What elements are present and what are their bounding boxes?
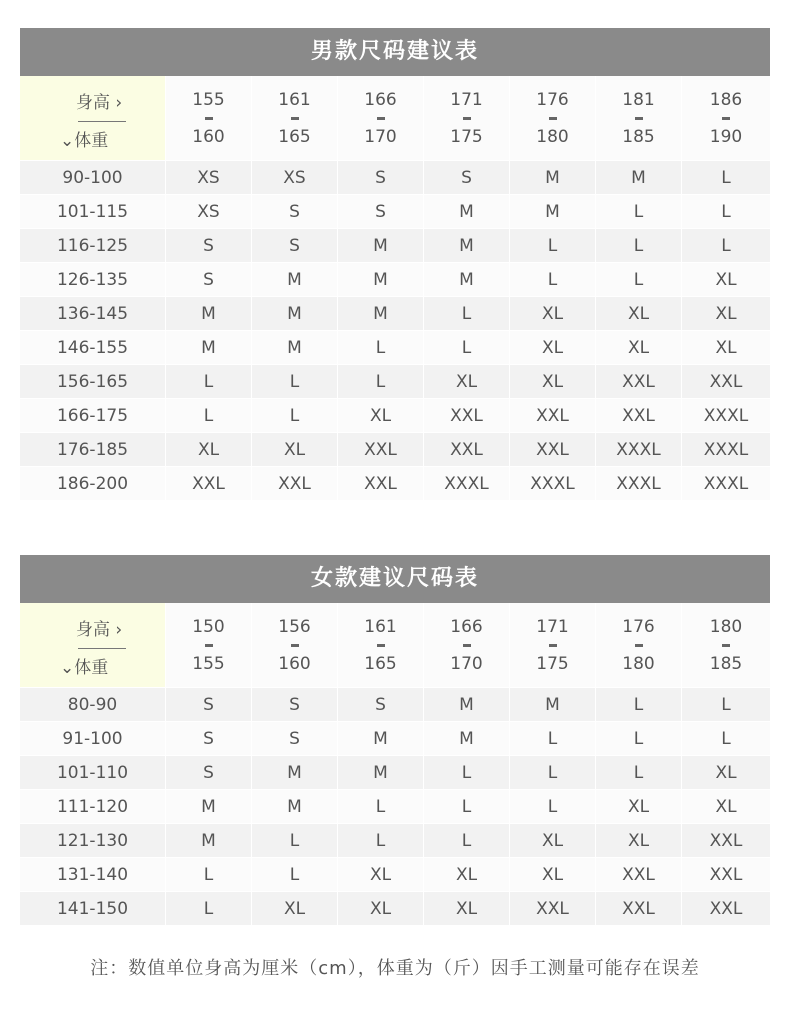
size-cell: XL [424,365,510,399]
height-to: 190 [709,126,743,147]
weight-range-cell: 111-120 [20,790,166,824]
size-cell: M [338,756,424,790]
size-cell: L [510,756,596,790]
size-cell: M [424,263,510,297]
height-label: 身高 [76,620,110,640]
chevron-right-icon: › [110,620,123,640]
height-from: 176 [622,616,655,637]
table-row [20,467,770,501]
height-from: 181 [622,89,655,110]
table-row [20,892,770,926]
size-cell: S [166,722,252,756]
size-cell: XXL [424,433,510,467]
size-cell: XL [682,263,770,297]
weight-range-cell: 116-125 [20,229,166,263]
size-cell: L [682,161,770,195]
size-cell: XXXL [682,433,770,467]
range-dash-icon [377,644,385,647]
height-from: 150 [192,616,225,637]
height-from: 176 [536,89,569,110]
range-dash-icon [205,117,213,120]
range-dash-icon [549,117,557,120]
size-cell: XL [510,858,596,892]
height-range-header [682,603,770,688]
table-row [20,195,770,229]
size-cell: XXL [338,433,424,467]
size-cell: M [338,229,424,263]
table-row [20,433,770,467]
size-cell: L [424,824,510,858]
size-cell: L [166,858,252,892]
size-cell: XXL [510,399,596,433]
height-from: 171 [536,616,569,637]
weight-range-cell: 101-115 [20,195,166,229]
table-row [20,858,770,892]
size-cell: XL [682,790,770,824]
height-to: 180 [536,126,569,147]
size-cell: XXXL [596,467,682,501]
size-cell: S [338,688,424,722]
size-cell: XL [252,433,338,467]
corner-cell [20,603,166,688]
weight-range-cell: 121-130 [20,824,166,858]
women-chart-title: 女款建议尺码表 [20,555,770,603]
size-cell: XL [510,331,596,365]
size-cell: L [252,399,338,433]
range-dash-icon [463,117,471,120]
size-cell: S [166,229,252,263]
size-cell: XXL [682,858,770,892]
weight-range-cell: 136-145 [20,297,166,331]
size-cell: L [338,790,424,824]
size-cell: M [596,161,682,195]
size-cell: L [682,722,770,756]
height-from: 166 [450,616,483,637]
height-range-header [252,603,338,688]
size-cell: L [338,331,424,365]
size-cell: XS [166,195,252,229]
height-range-header [252,76,338,161]
size-cell: S [424,161,510,195]
size-cell: L [424,790,510,824]
size-cell: XL [682,756,770,790]
height-to: 170 [364,126,397,147]
size-cell: M [424,229,510,263]
height-from: 161 [364,616,397,637]
weight-label: 体重 [74,658,109,678]
height-range-header [166,76,252,161]
size-cell: M [166,790,252,824]
height-axis-label [76,615,122,640]
height-to: 180 [622,653,655,674]
size-cell: XXL [596,892,682,926]
size-cell: L [510,790,596,824]
size-cell: XXL [596,399,682,433]
size-cell: XXL [338,467,424,501]
range-dash-icon [635,117,643,120]
size-cell: S [338,161,424,195]
weight-label: 体重 [74,131,109,151]
size-cell: XXL [596,365,682,399]
size-cell: S [252,195,338,229]
height-to: 165 [278,126,311,147]
table-row [20,331,770,365]
size-cell: L [252,824,338,858]
range-dash-icon [377,117,385,120]
weight-range-cell: 146-155 [20,331,166,365]
height-to: 165 [364,653,397,674]
height-from: 186 [709,89,743,110]
size-cell: XL [166,433,252,467]
height-range-header [510,76,596,161]
size-cell: XS [252,161,338,195]
table-row [20,688,770,722]
size-cell: XL [682,331,770,365]
table-row [20,756,770,790]
height-range-header [166,603,252,688]
height-axis-label [76,88,122,113]
height-to: 160 [192,126,225,147]
size-cell: M [424,688,510,722]
height-from: 156 [278,616,311,637]
size-cell: XL [424,892,510,926]
height-to: 170 [450,653,483,674]
range-dash-icon [722,644,730,647]
size-cell: S [338,195,424,229]
size-cell: L [596,756,682,790]
size-cell: XXL [252,467,338,501]
weight-axis-label [60,126,108,151]
size-cell: XL [596,824,682,858]
size-cell: XXL [596,858,682,892]
height-range-header [338,603,424,688]
size-cell: XXXL [510,467,596,501]
size-cell: XXL [510,433,596,467]
size-cell: S [166,688,252,722]
height-from: 161 [278,89,311,110]
size-cell: S [166,756,252,790]
table-row [20,365,770,399]
size-cell: M [252,331,338,365]
size-cell: XL [510,365,596,399]
size-cell: L [166,399,252,433]
size-cell: XL [510,824,596,858]
size-cell: M [166,331,252,365]
size-cell: L [682,229,770,263]
size-cell: M [252,263,338,297]
size-cell: XL [596,331,682,365]
range-dash-icon [291,644,299,647]
height-from: 155 [192,89,225,110]
size-cell: L [596,722,682,756]
size-cell: M [510,161,596,195]
height-to: 185 [709,653,743,674]
size-cell: S [252,688,338,722]
size-cell: L [596,688,682,722]
height-range-header [424,76,510,161]
height-to: 160 [278,653,311,674]
measurement-note: 注：数值单位身高为厘米（cm），体重为（斤）因手工测量可能存在误差 [90,958,700,979]
height-range-header [338,76,424,161]
range-dash-icon [549,644,557,647]
women-size-table [20,603,770,926]
range-dash-icon [463,644,471,647]
size-cell: L [252,365,338,399]
height-range-header [596,603,682,688]
range-dash-icon [205,644,213,647]
size-cell: L [596,229,682,263]
size-cell: XL [596,790,682,824]
range-dash-icon [291,117,299,120]
size-cell: XXL [510,892,596,926]
men-size-table [20,76,770,501]
weight-range-cell: 186-200 [20,467,166,501]
weight-range-cell: 91-100 [20,722,166,756]
size-cell: L [510,229,596,263]
table-row [20,722,770,756]
size-cell: XXL [682,892,770,926]
weight-range-cell: 80-90 [20,688,166,722]
height-to: 175 [450,126,483,147]
size-cell: M [424,195,510,229]
height-header-row [20,603,770,688]
men-chart-title: 男款尺码建议表 [20,28,770,76]
chevron-right-icon: › [110,93,123,113]
table-row [20,824,770,858]
size-cell: L [338,824,424,858]
size-cell: L [682,195,770,229]
size-cell: L [510,263,596,297]
size-cell: M [252,756,338,790]
size-cell: L [424,297,510,331]
range-dash-icon [635,644,643,647]
men-size-chart [20,28,770,501]
size-cell: XL [338,399,424,433]
corner-cell [20,76,166,161]
chevron-down-icon: ⌄ [60,658,75,678]
corner-divider [78,121,126,122]
size-cell: XXXL [682,399,770,433]
size-cell: M [338,722,424,756]
height-from: 166 [364,89,397,110]
size-cell: L [166,365,252,399]
size-cell: M [252,297,338,331]
size-cell: L [424,331,510,365]
size-cell: XL [510,297,596,331]
weight-range-cell: 131-140 [20,858,166,892]
size-cell: S [252,229,338,263]
size-cell: XL [596,297,682,331]
table-row [20,790,770,824]
size-cell: M [338,263,424,297]
corner-divider [78,648,126,649]
size-cell: XL [424,858,510,892]
size-cell: XXXL [682,467,770,501]
size-cell: M [252,790,338,824]
women-size-chart [20,555,770,926]
size-cell: M [510,195,596,229]
weight-axis-label [60,653,108,678]
size-cell: XL [338,892,424,926]
size-cell: L [166,892,252,926]
size-cell: M [166,824,252,858]
weight-range-cell: 141-150 [20,892,166,926]
size-cell: XL [252,892,338,926]
height-range-header [424,603,510,688]
size-cell: S [252,722,338,756]
size-cell: M [424,722,510,756]
size-cell: XL [682,297,770,331]
size-cell: XXL [166,467,252,501]
size-cell: L [510,722,596,756]
range-dash-icon [722,117,730,120]
height-to: 175 [536,653,569,674]
size-cell: M [510,688,596,722]
height-range-header [510,603,596,688]
height-range-header [682,76,770,161]
size-cell: M [166,297,252,331]
table-row [20,297,770,331]
size-cell: XXL [682,824,770,858]
size-cell: S [166,263,252,297]
table-row [20,399,770,433]
size-cell: XXL [682,365,770,399]
weight-range-cell: 90-100 [20,161,166,195]
height-from: 171 [450,89,483,110]
weight-range-cell: 126-135 [20,263,166,297]
size-cell: L [596,263,682,297]
weight-range-cell: 176-185 [20,433,166,467]
size-cell: M [338,297,424,331]
size-cell: XL [338,858,424,892]
weight-range-cell: 166-175 [20,399,166,433]
size-cell: L [596,195,682,229]
weight-range-cell: 156-165 [20,365,166,399]
table-row [20,263,770,297]
size-cell: XXL [424,399,510,433]
table-row [20,161,770,195]
table-row [20,229,770,263]
size-cell: XS [166,161,252,195]
height-label: 身高 [76,93,110,113]
size-cell: L [252,858,338,892]
chevron-down-icon: ⌄ [60,131,75,151]
height-range-header [596,76,682,161]
size-cell: L [338,365,424,399]
weight-range-cell: 101-110 [20,756,166,790]
height-to: 185 [622,126,655,147]
height-header-row [20,76,770,161]
height-to: 155 [192,653,225,674]
size-cell: XXXL [424,467,510,501]
height-from: 180 [709,616,743,637]
size-cell: L [682,688,770,722]
size-cell: L [424,756,510,790]
size-cell: XXXL [596,433,682,467]
